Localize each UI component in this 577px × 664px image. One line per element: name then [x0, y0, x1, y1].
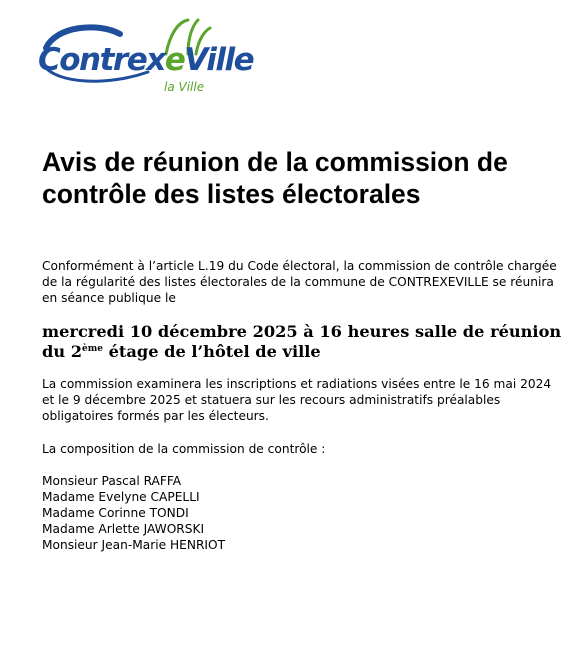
member-item: Monsieur Pascal RAFFA	[42, 474, 182, 488]
intro-paragraph: Conformément à l’article L.19 du Code électoral, la commission de contrôle chargée de la régularité des listes électorales de la commune de CONTREXEVILLE se réunira en séance publique le	[42, 259, 557, 305]
member-list	[42, 473, 225, 553]
notice-title: Avis de réunion de la commission de contrôle des listes électorales	[42, 147, 508, 209]
member-item: Madame Evelyne CAPELLI	[42, 490, 200, 504]
meeting-line-1: mercredi 10 décembre 2025 à 16 heures salle de réunion	[42, 322, 562, 341]
member-item: Madame Arlette JAWORSKI	[42, 522, 205, 536]
meeting-date-location	[42, 322, 562, 361]
logo-wordmark	[38, 42, 253, 78]
member-item: Madame Corinne TONDI	[42, 506, 189, 520]
scope-paragraph: La commission examinera les inscriptions et radiations visées entre le 16 mai 2024 et le 9 décembre 2025 et statuera sur les recours administratifs préalables obligatoires formés par les électeurs.	[42, 377, 552, 423]
logo-word-ville: Ville	[184, 42, 254, 78]
logo-word-contrex: Contrex	[38, 42, 165, 78]
contrexeville-logo	[38, 14, 254, 104]
logo-letter-e: e	[164, 42, 185, 78]
logo-subtitle: la Ville	[164, 80, 205, 94]
composition-label: La composition de la commission de contrôle :	[42, 442, 326, 456]
meeting-line-2-prefix: du 2	[42, 341, 82, 361]
member-item: Monsieur Jean-Marie HENRIOT	[42, 538, 226, 552]
meeting-line-2-sup: ème	[82, 343, 103, 354]
meeting-line-2-suffix: étage de l’hôtel de ville	[102, 341, 321, 361]
